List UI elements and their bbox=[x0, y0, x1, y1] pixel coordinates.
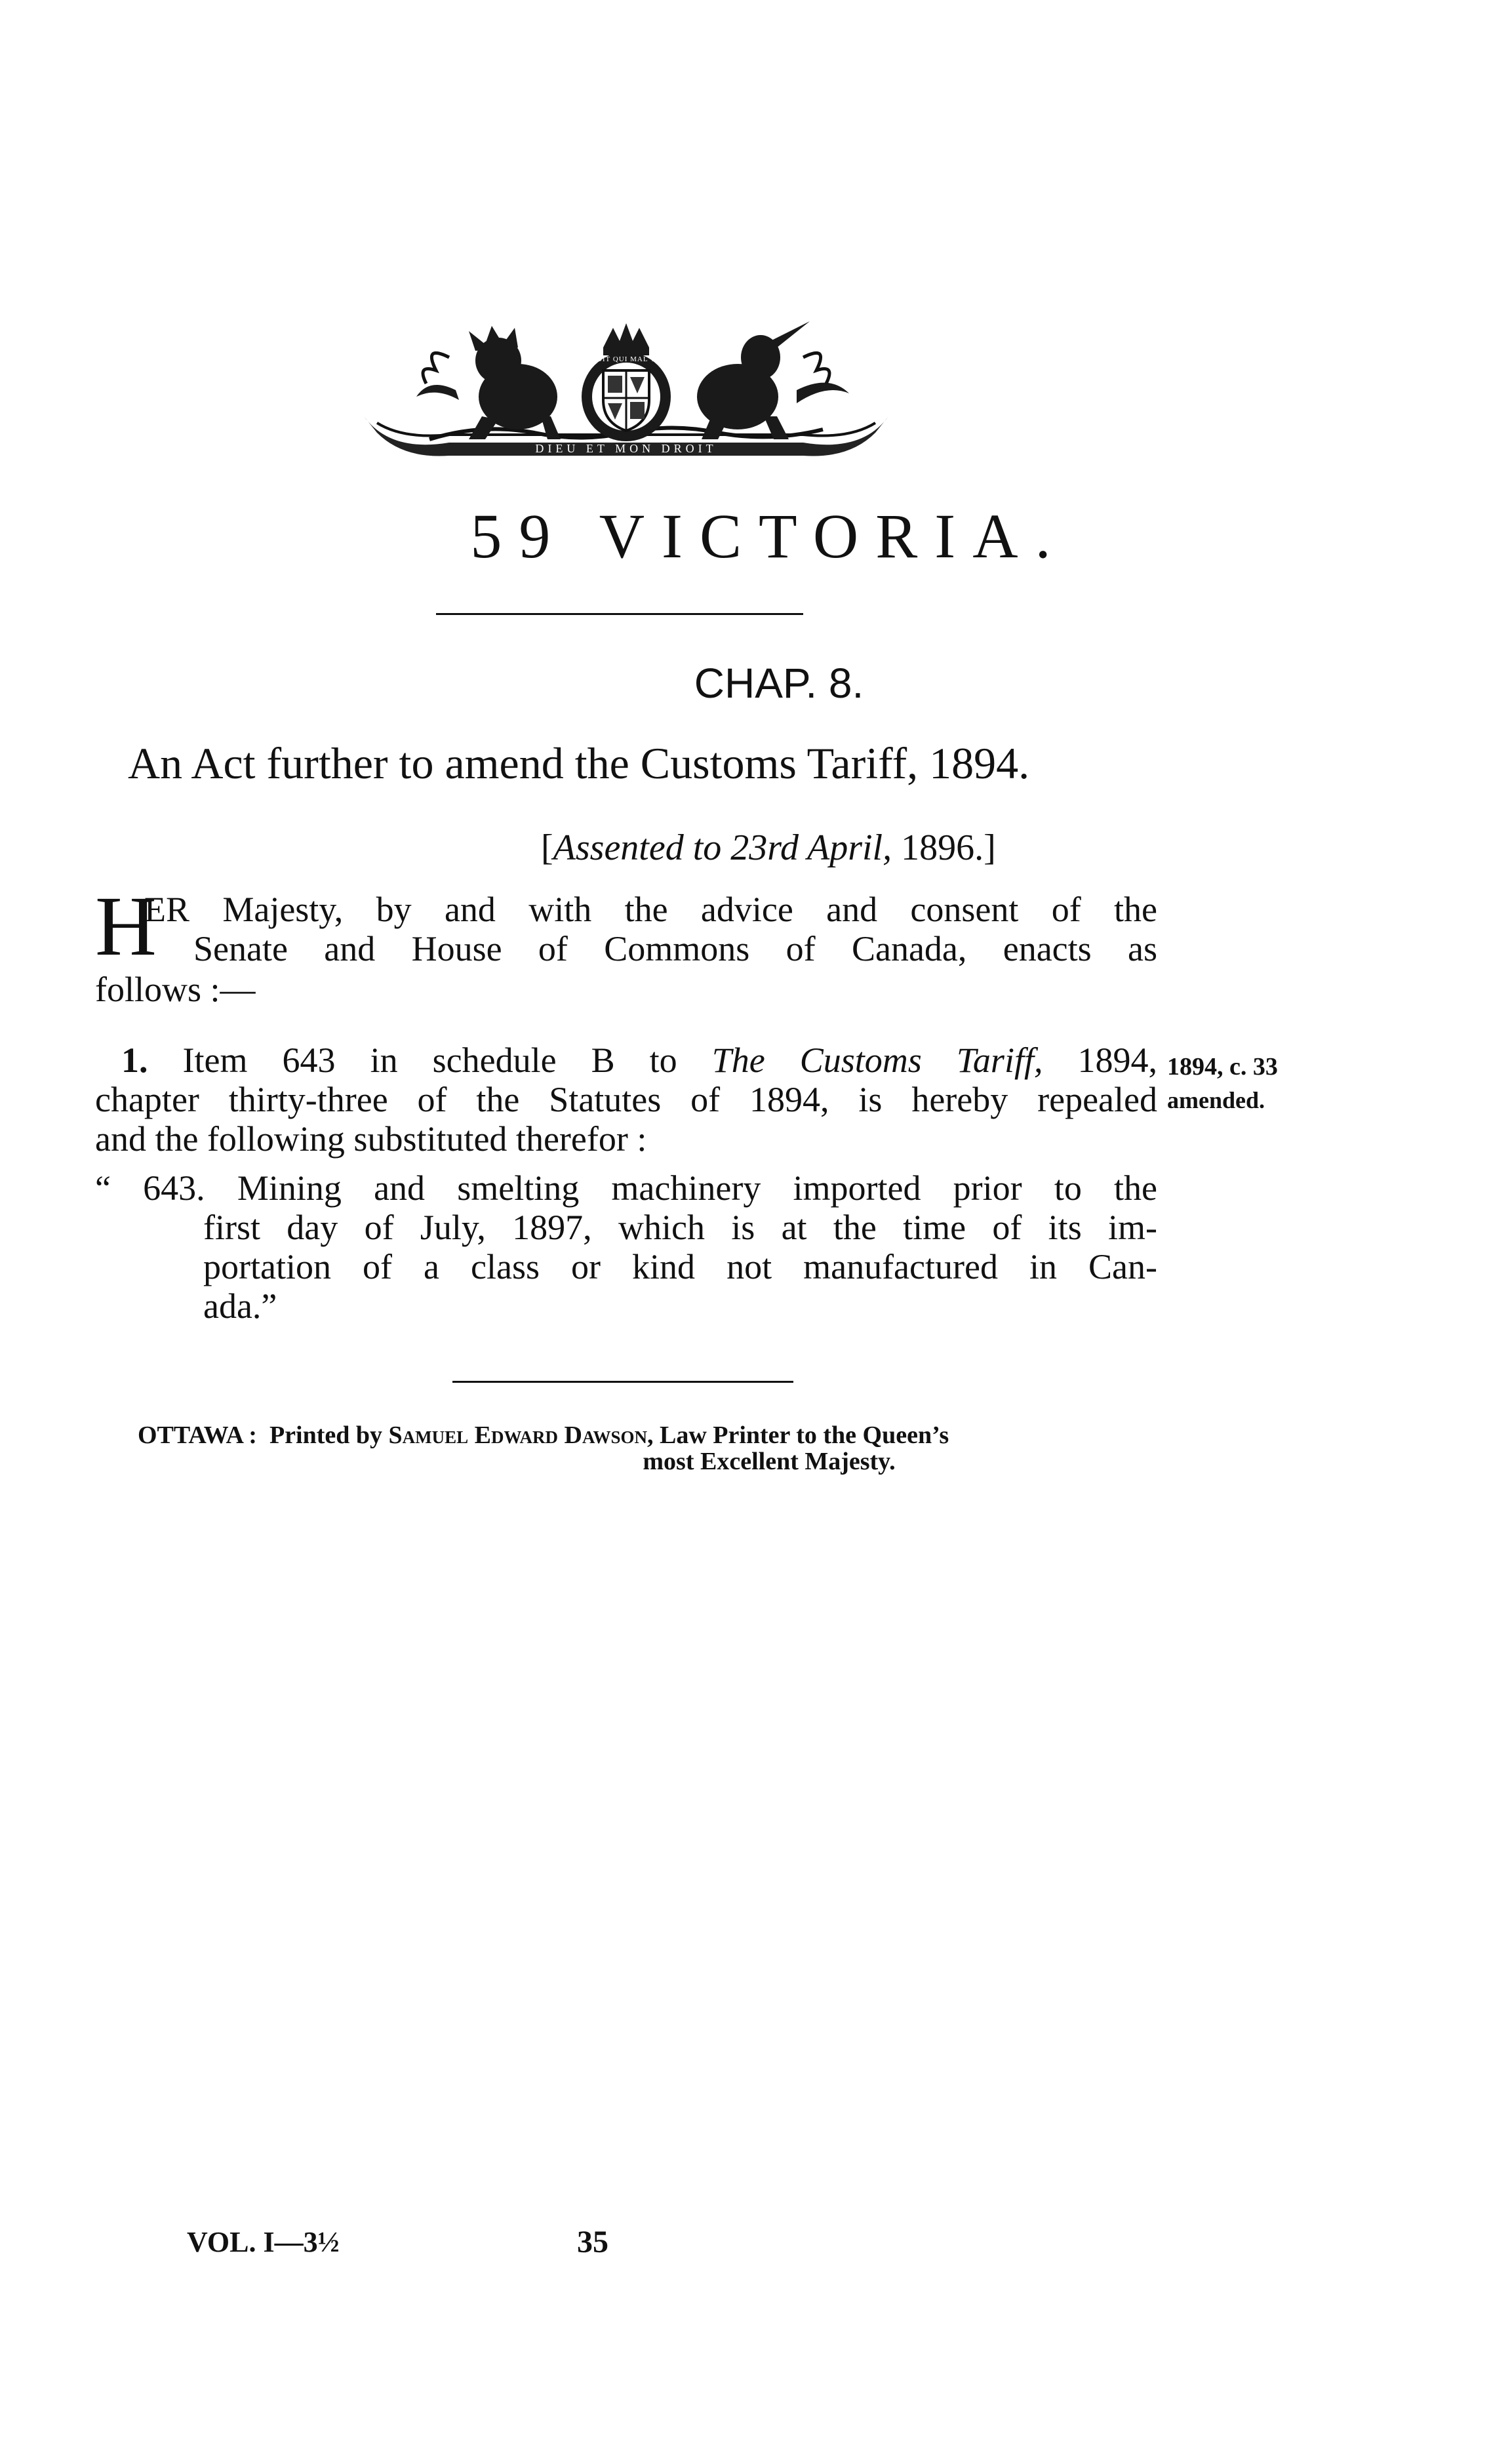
section-text: Item 643 in schedule B to bbox=[148, 1041, 712, 1080]
page-number: 35 bbox=[577, 2225, 608, 2259]
assent-italic-text: Assented to 23rd April, bbox=[553, 827, 892, 868]
marginal-note: 1894, c. 33 bbox=[1167, 1053, 1278, 1081]
statute-title: The Customs Tariff, bbox=[711, 1041, 1043, 1080]
assent-year: 1896.] bbox=[892, 827, 996, 868]
volume-signature: VOL. I—3½ bbox=[187, 2226, 340, 2258]
printer-imprint-line2: most Excellent Majesty. bbox=[643, 1448, 896, 1475]
section-text: 1894, bbox=[1043, 1041, 1157, 1080]
drop-cap: H bbox=[95, 879, 157, 974]
quoted-item-line: portation of a class or kind not manufactured in Can- bbox=[203, 1247, 1157, 1286]
svg-text:DIEU ET MON DROIT: DIEU ET MON DROIT bbox=[535, 442, 717, 455]
act-title: An Act further to amend the Customs Tariff, 1894. bbox=[128, 738, 1030, 788]
imprint-place: OTTAWA : bbox=[138, 1421, 257, 1449]
quoted-item-line: “ 643. Mining and smelting machinery imported prior to the bbox=[95, 1168, 1157, 1208]
assent-bracket-open: [ bbox=[541, 827, 553, 868]
divider-rule bbox=[452, 1381, 793, 1383]
regnal-year-heading: 59 VICTORIA. bbox=[470, 501, 1068, 571]
section-number: 1. bbox=[121, 1041, 148, 1080]
marginal-note: amended. bbox=[1167, 1087, 1265, 1113]
assent-date bbox=[541, 829, 996, 866]
printer-imprint bbox=[138, 1423, 949, 1448]
section-1-line: chapter thirty-three of the Statutes of 1894, is hereby repealed bbox=[95, 1080, 1157, 1119]
enacting-line: Senate and House of Commons of Canada, enacts as bbox=[193, 929, 1157, 968]
chapter-heading: CHAP. 8. bbox=[694, 660, 864, 707]
section-1-line: and the following substituted therefor : bbox=[95, 1119, 647, 1159]
enacting-line: follows :— bbox=[95, 970, 256, 1009]
imprint-title: Law Printer to the Queen’s bbox=[659, 1421, 949, 1449]
section-1-line bbox=[121, 1043, 1157, 1078]
quoted-item-line: first day of July, 1897, which is at the time of its im- bbox=[203, 1208, 1157, 1247]
imprint-printed-by: Printed by bbox=[269, 1421, 383, 1449]
printer-name: Samuel Edward Dawson, bbox=[388, 1421, 654, 1449]
svg-text:HONI SOIT QUI MAL Y PENSE: HONI SOIT QUI MAL Y PENSE bbox=[568, 355, 684, 363]
enacting-line: ER Majesty, by and with the advice and consent of the bbox=[144, 890, 1157, 929]
royal-coat-of-arms bbox=[351, 318, 902, 469]
divider-rule bbox=[436, 613, 803, 615]
quoted-item-line: ada.” bbox=[203, 1286, 277, 1326]
